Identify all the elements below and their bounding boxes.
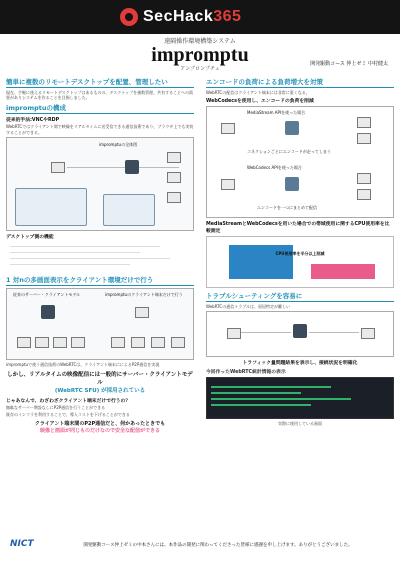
left-sec3-title: 1 対nの多画面表示をクライアント環境だけで行う xyxy=(6,275,194,286)
encoder-icon xyxy=(285,121,299,135)
pc-icon xyxy=(71,337,85,348)
desktop-features-title: デスクトップ側の機能 xyxy=(6,234,54,240)
desktop-icon xyxy=(51,162,65,173)
architecture-diagram xyxy=(6,137,194,231)
pc-icon xyxy=(17,337,31,348)
pc-icon xyxy=(357,173,371,184)
encoder-icon xyxy=(285,177,299,191)
topology-right-caption: impromptuのクライアント端末だけで行う xyxy=(105,291,183,297)
client-side-box xyxy=(103,194,155,226)
header-bar xyxy=(0,0,400,34)
right-sec2-title: トラブルシューティングを容易に xyxy=(206,291,394,302)
right-column xyxy=(206,74,394,429)
client-pc-icon xyxy=(167,152,181,163)
left-sec3-text: impromptuで使う通信技術のWebRTCは、クライアント端末にによるP2P通信を実現 xyxy=(6,361,160,367)
desktop-side-box xyxy=(15,188,87,226)
pc-icon xyxy=(357,133,371,144)
server-icon xyxy=(41,305,55,319)
left-sec2-text: WebRTCではクライアント間で映像をリアルタイムに送受信できる通信技術であり、ブラウザ上でも実装することができる。 xyxy=(6,124,194,135)
left-sec2-title: impromptuの構成 xyxy=(6,103,194,114)
answer-1: 無駄なサーバー増設なしにP2P通信を行うことができる xyxy=(6,405,106,411)
client-pc-icon xyxy=(167,192,181,203)
main-title: impromptu xyxy=(151,44,249,66)
pc-icon xyxy=(357,189,371,200)
left-sec1-title: 簡単に複数のリモートデスクトップを配置、管理したい xyxy=(6,77,194,88)
answer-2: 既存のインフラを利用することで、導入コストを下げることができる xyxy=(6,412,130,418)
right-sec2-text: WebRTCの通信トラブルは、原因特定が難しい xyxy=(206,304,291,310)
network-line xyxy=(67,167,125,168)
webcodecs-note: エンコードを一つにまとめて配信 xyxy=(257,205,317,211)
chart-bar-webcodecs xyxy=(311,264,375,279)
title-kana: アンプロンプチュ xyxy=(180,66,220,72)
pc-icon xyxy=(361,328,375,339)
left-column xyxy=(6,74,194,437)
right-sub1: WebCodecsを使用し、エンコードの負荷を削減 xyxy=(206,99,314,105)
stats-screenshot xyxy=(206,377,394,419)
network-line xyxy=(139,167,179,168)
pc-icon xyxy=(111,337,125,348)
pc-icon xyxy=(221,123,235,134)
topology-left-caption: 従来のサーバー・クライアントモデル xyxy=(13,291,81,297)
question-text: じゃあなんで、わざわざクライアント端末だけで行うの？ xyxy=(6,399,131,405)
troubleshoot-diagram xyxy=(206,311,394,357)
pc-icon xyxy=(221,179,235,190)
pc-icon xyxy=(135,307,149,318)
logo-prefix: SecHack xyxy=(143,8,214,25)
left-big-message: しかし、リアルタイムの映像配信には一般的にサーバー・クライアントモデル (WebRTC SFU) が採用されている xyxy=(7,372,193,395)
cpu-chart xyxy=(206,236,394,288)
client-pc-icon xyxy=(167,172,181,183)
webcodecs-label: WebCodecs APIを使った場合 xyxy=(247,165,302,171)
mediastream-label: MediaStream APIを使った場合 xyxy=(247,110,306,116)
logo-mark-icon xyxy=(120,8,138,26)
authors: 開発駆動コース 仲上ゼミ 中村健太 xyxy=(310,61,388,67)
pc-icon xyxy=(227,328,241,339)
logo-suffix: 365 xyxy=(213,8,242,25)
pc-icon xyxy=(53,337,67,348)
term-caption: 今回作ったWebRTC統計情報の表示 xyxy=(206,370,286,376)
sechack-logo xyxy=(120,7,241,27)
compare-title: MediaStreamとWebCodecsを用いた場合での帯域使用に関するCPU使用率を比較測定 xyxy=(206,222,390,235)
pc-icon xyxy=(151,337,165,348)
desktop-features-placeholder xyxy=(6,242,194,272)
diagram-caption: impromptuの全体図 xyxy=(99,141,138,147)
left-sec1-text: 現在、手軽に使えるリモートデスクトップはあるものの、デスクトップを複数管理、共有することへの需要がありシステムを作ることを目指しました。 xyxy=(6,90,193,101)
traffic-caption: トラフィック量問題結果を表示し、接続状況を明確化 xyxy=(242,361,358,367)
pc-icon xyxy=(35,337,49,348)
pc-icon xyxy=(131,337,145,348)
server-icon xyxy=(293,324,307,338)
mediastream-note: コネクションごとにエンコードが走ってしまう xyxy=(247,149,331,155)
topology-diagram xyxy=(6,288,194,360)
pc-icon xyxy=(171,337,185,348)
footer-text: 開発駆動コース仲上ゼミの中本さんには、本作品の開発に関わってくださった皆様に感謝を申し上げます。ありがとうございました。 xyxy=(83,543,353,548)
term-label: 実際に使用している画面 xyxy=(278,421,322,427)
chart-caption: CPU使用率を半分以上削減 xyxy=(275,251,325,257)
left-bottom-message: クライアント端末間のP2P通信だと、何かあったときでも 映像と画面が同じものだけなので安全な配信ができる xyxy=(34,421,166,435)
nict-logo: NICT xyxy=(10,539,34,549)
right-sec1-text: WebRTCの配信はクライアント端末には非常に重くなる。 xyxy=(206,90,310,95)
server-icon xyxy=(125,160,139,174)
left-sec2-label: 従来的手法:VNCやRDP xyxy=(6,118,60,124)
encoding-diagram xyxy=(206,106,394,218)
right-sec1-title: エンコードの負荷による負荷増大を対策 xyxy=(206,77,394,88)
footer xyxy=(0,537,400,565)
pc-icon xyxy=(357,117,371,128)
subtitle-top: 遠隔操作環境構築システム xyxy=(164,38,236,45)
title-area xyxy=(0,34,400,74)
